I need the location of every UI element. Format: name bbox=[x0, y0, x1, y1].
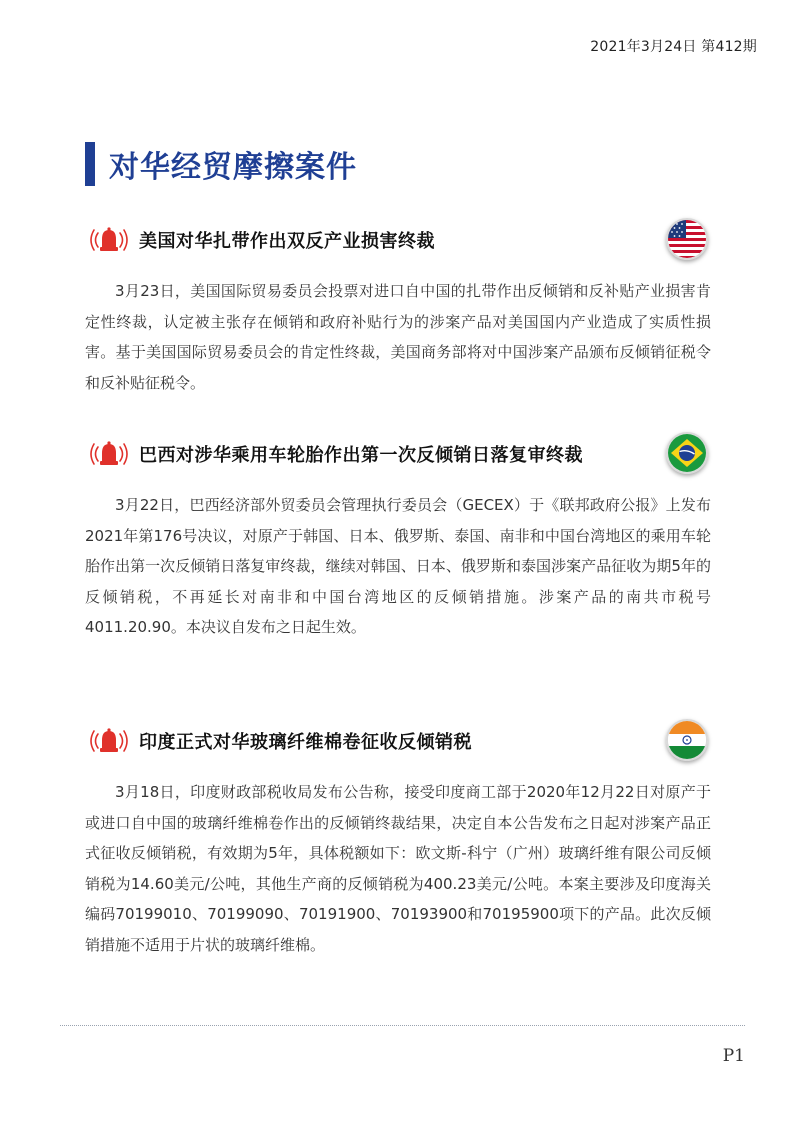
article-body: 3月22日，巴西经济部外贸委员会管理执行委员会（GECEX）于《联邦政府公报》上发布2021年第176号决议，对原产于韩国、日本、俄罗斯、泰国、南非和中国台湾地区的乘用车轮胎作出第一次反倾销日落复审终裁，继续对韩国、日本、俄罗斯和泰国涉案产品征收为期5年的反倾销税，不再延长对南非和中国台湾地区的反倾销措施。涉案产品的南共市税号4011.20.90。本决议自发布之日起生效。 bbox=[85, 496, 711, 636]
article-title: 印度正式对华玻璃纤维棉卷征收反倾销税 bbox=[139, 732, 472, 753]
article-brazil-tires bbox=[85, 432, 711, 643]
usa-flag-icon bbox=[666, 218, 708, 260]
article-body: 3月18日，印度财政部税收局发布公告称，接受印度商工部于2020年12月22日对原产于或进口自中国的玻璃纤维棉卷作出的反倾销终裁结果，决定自本公告发布之日起对涉案产品正式征收反倾销税，有效期为5年，具体税额如下：欧文斯-科宁（广州）玻璃纤维有限公司反倾销税为14.60美元/公吨，其他生产商的反倾销税为400.23美元/公吨。本案主要涉及印度海关编码70199010、70199090、70191900、70193900和70195900项下的产品。此次反倾销措施不适用于片状的玻璃纤维棉。 bbox=[85, 783, 711, 954]
article-india-glass-fiber bbox=[85, 719, 711, 960]
article-header bbox=[85, 719, 711, 763]
article-us-cable-ties bbox=[85, 218, 711, 398]
article-header bbox=[85, 218, 711, 262]
article-body: 3月23日，美国国际贸易委员会投票对进口自中国的扎带作出反倾销和反补贴产业损害肯定性终裁，认定被主张存在倾销和政府补贴行为的涉案产品对美国国内产业造成了实质性损害。基于美国国际贸易委员会的肯定性终裁，美国商务部将对中国涉案产品颁布反倾销征税令和反补贴征税令。 bbox=[85, 282, 711, 392]
india-flag-icon bbox=[666, 719, 708, 761]
section-title: 对华经贸摩擦案件 bbox=[109, 150, 357, 185]
section-header bbox=[85, 141, 357, 187]
article-title: 巴西对涉华乘用车轮胎作出第一次反倾销日落复审终裁 bbox=[139, 445, 583, 466]
article-title: 美国对华扎带作出双反产业损害终裁 bbox=[139, 231, 435, 252]
alarm-bell-icon bbox=[89, 439, 129, 469]
issue-date: 2021年3月24日 第412期 bbox=[590, 39, 757, 55]
alarm-bell-icon bbox=[89, 225, 129, 255]
brazil-flag-icon bbox=[666, 432, 708, 474]
footer-divider bbox=[60, 1025, 745, 1026]
alarm-bell-icon bbox=[89, 726, 129, 756]
section-accent-bar bbox=[85, 142, 95, 186]
article-header bbox=[85, 432, 711, 476]
page-number: P1 bbox=[722, 1046, 745, 1066]
